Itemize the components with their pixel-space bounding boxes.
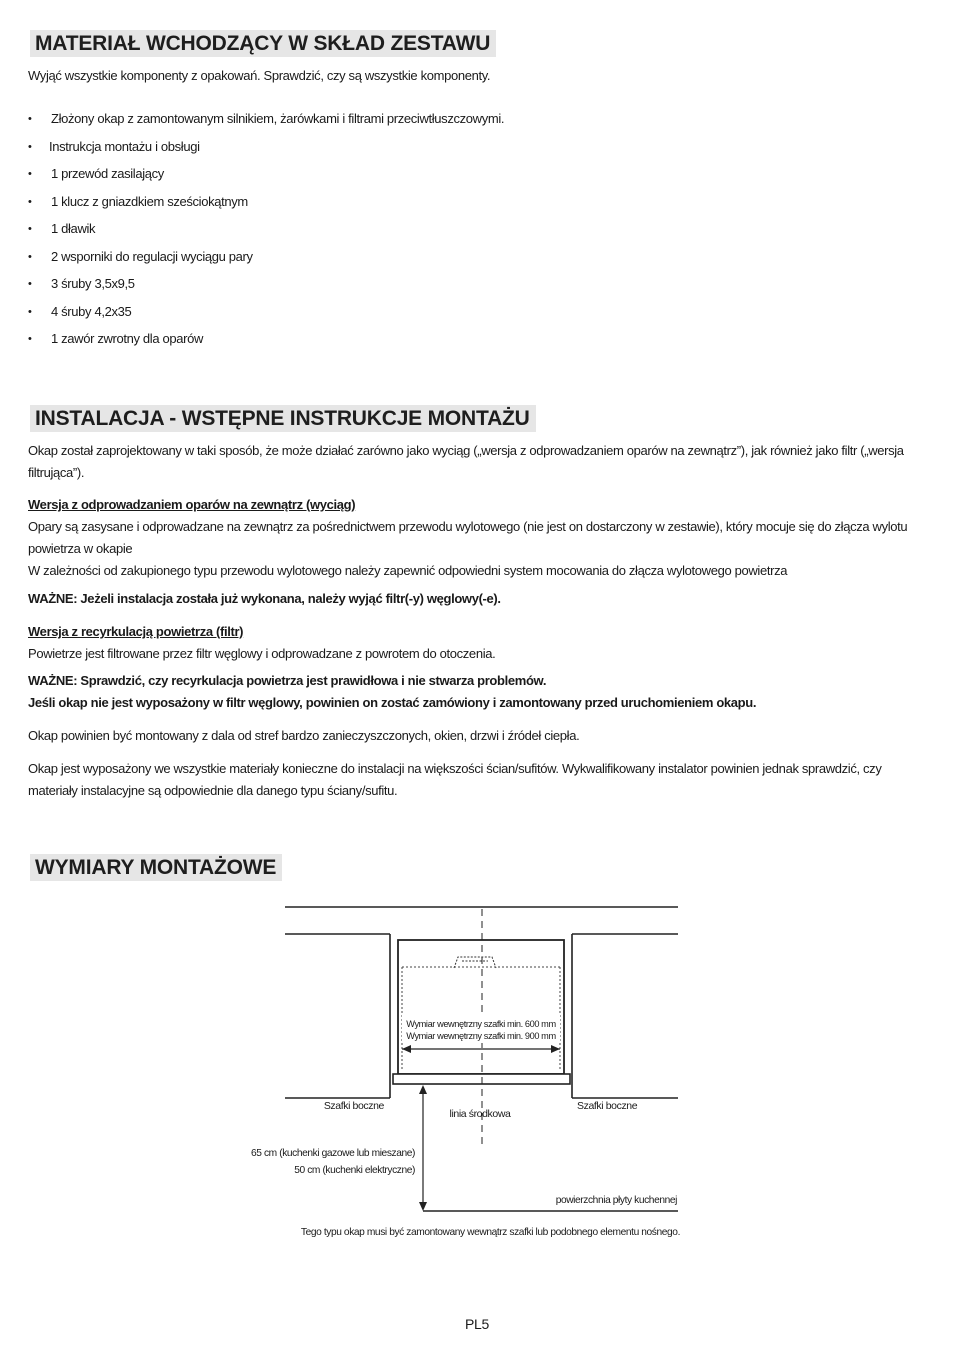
package-contents-list [28, 108, 728, 356]
center-line-label: linia środkowa [449, 1108, 511, 1120]
width-label-900: Wymiar wewnętrzny szafki min. 900 mm [406, 1031, 556, 1041]
installation-intro: Okap został zaprojektowany w taki sposób, że może działać zarówno jako wyciąg („wersja z odprowadzaniem oparów na zewnątrz”), jak również jako filtr („wersja filtrująca”). [28, 443, 904, 480]
height-electric-label: 50 cm (kuchenki elektryczne) [294, 1165, 415, 1176]
hood-housing [398, 940, 564, 1074]
list-item: • 1 dławik [28, 221, 96, 236]
list-item: • 4 śruby 4,2x35 [28, 303, 132, 319]
arrow-left-icon [402, 1045, 411, 1053]
arrow-right-icon [551, 1045, 560, 1053]
section-heading-installation: INSTALACJA - WSTĘPNE INSTRUKCJE MONTAŻU [30, 405, 536, 432]
arrow-up-icon [419, 1085, 427, 1094]
extraction-version-text: Opary są zasysane i odprowadzane na zewnątrz za pośrednictwem przewodu wylotowego (nie jest on dostarczony w zestawie), który mocuje się do złącza wylotu powietrza w okapie [28, 519, 908, 556]
right-cabinets-label: Szafki boczne [577, 1100, 638, 1112]
list-item: • 1 przewód zasilający [28, 166, 164, 181]
list-item: • Złożony okap z zamontowanym silnikiem, żarówkami i filtrami przeciwtłuszczowymi. [28, 111, 505, 126]
height-gas-label: 65 cm (kuchenki gazowe lub mieszane) [251, 1148, 415, 1159]
extraction-version-warning: WAŻNE: Jeżeli instalacja została już wykonana, należy wyjąć filtr(-y) węglowy(-e). [28, 591, 501, 606]
list-item: • 1 klucz z gniazdkiem sześciokątnym [28, 193, 248, 209]
hob-surface-label: powierzchnia płyty kuchennej [555, 1195, 677, 1206]
arrow-down-icon [419, 1202, 427, 1211]
extraction-version-title: Wersja z odprowadzaniem oparów na zewnątrz (wyciąg) [28, 497, 356, 512]
recirculation-version-title: Wersja z recyrkulacją powietrza (filtr) [28, 624, 244, 639]
installation-materials-note: Okap jest wyposażony we wszystkie materiały konieczne do instalacji na większości ścian/sufitów. Wykwalifikowany instalator powinien jednak sprawdzić, czy materiały instalacyjne są odpowiednie dla danego typu ściany/sufitu. [28, 761, 882, 798]
list-item: • 2 wsporniki do regulacji wyciągu pary [28, 248, 253, 264]
recirculation-warning-2: Jeśli okap nie jest wyposażony w filtr węglowy, powinien on zostać zamówiony i zamontowany przed uruchomieniem okapu. [28, 695, 757, 710]
package-intro: Wyjąć wszystkie komponenty z opakowań. Sprawdzić, czy są wszystkie komponenty. [28, 68, 491, 83]
diagram-caption: Tego typu okap musi być zamontowany wewnątrz szafki lub podobnego elementu nośnego. [300, 1227, 680, 1238]
installation-distance-note: Okap powinien być montowany z dala od stref bardzo zanieczyszczonych, okien, drzwi i źródeł ciepła. [28, 728, 580, 743]
section-heading-package-contents: MATERIAŁ WCHODZĄCY W SKŁAD ZESTAWU [30, 30, 496, 57]
recirculation-version-text: Powietrze jest filtrowane przez filtr węglowy i odprowadzane z powrotem do otoczenia. [28, 646, 496, 661]
recirculation-warning-1: WAŻNE: Sprawdzić, czy recyrkulacja powietrza jest prawidłowa i nie stwarza problemów. [28, 673, 547, 688]
page-number: PL5 [464, 1316, 489, 1332]
left-cabinets-label: Szafki boczne [323, 1100, 384, 1112]
extraction-version-mounting: W zależności od zakupionego typu przewodu wylotowego należy zapewnić odpowiedni system mocowania do złącza wylotowego powietrza [28, 563, 788, 578]
mounting-dimensions-diagram [230, 895, 710, 1245]
section-heading-mounting-dimensions: WYMIARY MONTAŻOWE [30, 854, 282, 881]
hood-motor-icon [454, 957, 496, 968]
list-item: • 1 zawór zwrotny dla oparów [28, 331, 204, 346]
width-label-600: Wymiar wewnętrzny szafki min. 600 mm [406, 1019, 556, 1029]
list-item: • 3 śruby 3,5x9,5 [28, 276, 135, 291]
list-item: • Instrukcja montażu i obsługi [28, 138, 200, 154]
